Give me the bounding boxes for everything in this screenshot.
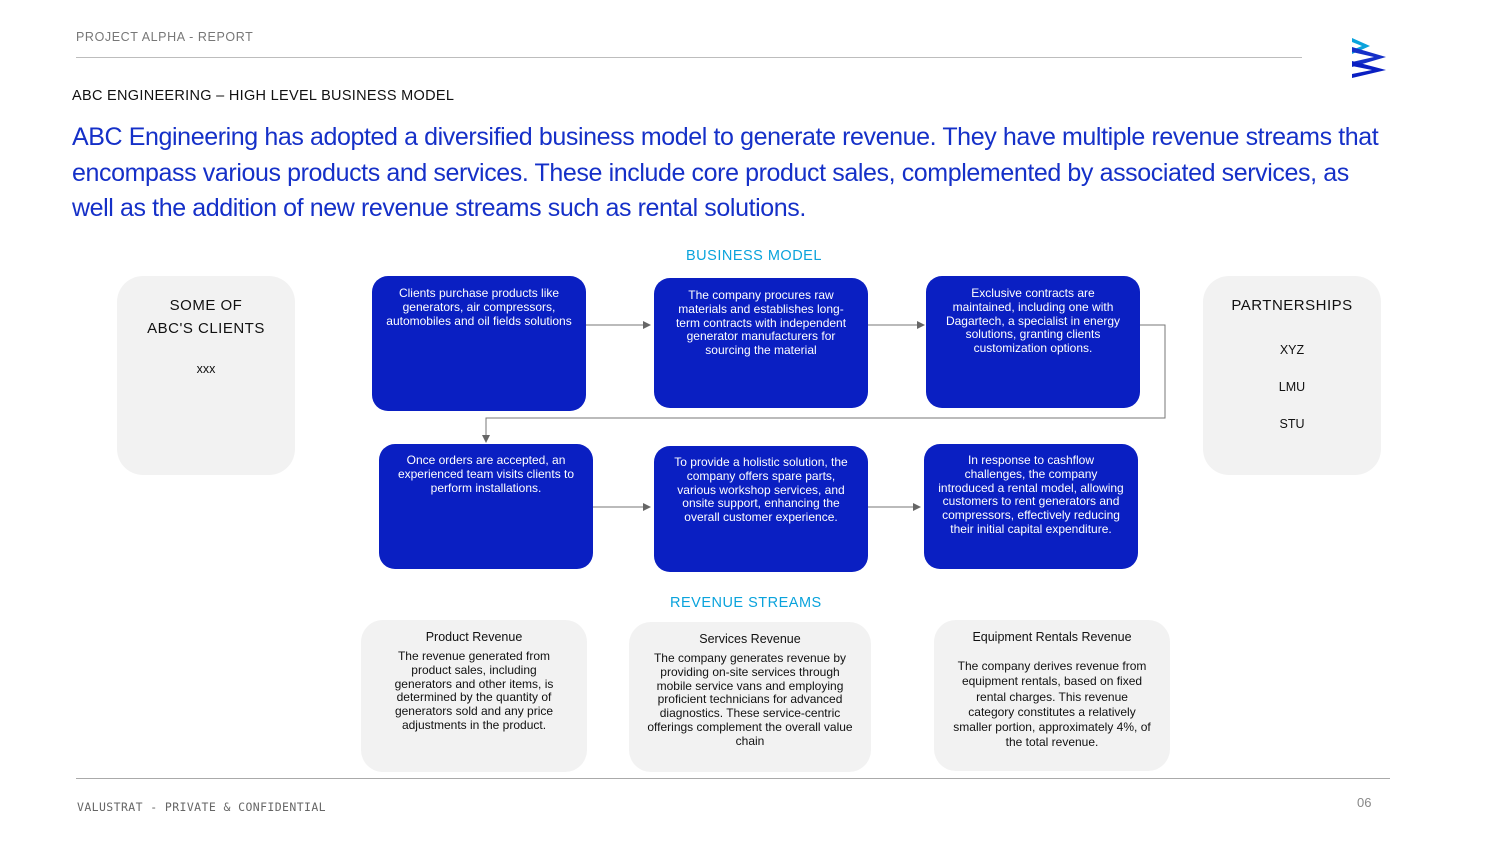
revenue-text-product: The revenue generated from product sales, including generators and other items, is determined by the quantity of generators sold and any price adjustments in the product.	[394, 649, 554, 732]
revenue-text-equipment-rentals: The company derives revenue from equipment rentals, based on fixed rental charges. This revenue category constitutes a relatively smaller portion, approximately 4%, of the total revenue.	[953, 659, 1151, 750]
confidentiality-label: VALUSTRAT - PRIVATE & CONFIDENTIAL	[77, 800, 327, 814]
headline: ABC Engineering has adopted a diversified business model to generate revenue. They have multiple revenue streams that encompass various products and services. These include core product sales, complemented by associated services, as well as the addition of new revenue streams such as rental solutions.	[72, 123, 1379, 222]
footer-divider	[76, 778, 1390, 779]
revenue-title-services: Services Revenue	[699, 632, 801, 646]
partner-item-stu: STU	[1279, 417, 1305, 431]
client-item: xxx	[196, 362, 216, 376]
revenue-box-services	[629, 622, 871, 772]
revenue-title-product: Product Revenue	[425, 630, 523, 644]
clients-title-line1: SOME OF	[169, 297, 243, 314]
partner-item-xyz: XYZ	[1279, 343, 1305, 357]
revenue-box-product	[361, 620, 587, 772]
page-number: 06	[1357, 795, 1372, 810]
revenue-streams-caption: REVENUE STREAMS	[670, 595, 822, 611]
report-label: PROJECT ALPHA - REPORT	[76, 30, 254, 44]
flow-box-services: To provide a holistic solution, the company offers spare parts, various workshop services, and onsite support, enhancing the overall customer experience.	[654, 446, 868, 572]
flow-box-exclusive-contracts: Exclusive contracts are maintained, including one with Dagartech, a specialist in energy solutions, granting clients customization options.	[926, 276, 1140, 408]
flow-box-rentals: In response to cashflow challenges, the company introduced a rental model, allowing customers to rent generators and compressors, effectively reducing their initial capital expenditure.	[924, 444, 1138, 569]
business-model-caption: BUSINESS MODEL	[686, 248, 822, 264]
flow-box-procurement: The company procures raw materials and establishes long-term contracts with independent generator manufacturers for sourcing the material	[654, 278, 868, 408]
revenue-text-services: The company generates revenue by providing on-site services through mobile service vans and employing proficient technicians for advanced diagnostics. These service-centric offerings complement the overall value chain	[647, 651, 853, 748]
section-title: ABC ENGINEERING – HIGH LEVEL BUSINESS MODEL	[72, 88, 455, 104]
revenue-box-equipment-rentals	[934, 620, 1170, 771]
revenue-title-equipment-rentals: Equipment Rentals Revenue	[972, 630, 1132, 644]
flow-box-installations: Once orders are accepted, an experienced team visits clients to perform installations.	[379, 444, 593, 569]
partner-item-lmu: LMU	[1278, 380, 1306, 394]
partnerships-title: PARTNERSHIPS	[1231, 297, 1353, 314]
clients-title-line2: ABC'S CLIENTS	[147, 320, 265, 337]
flow-box-product-sales: Clients purchase products like generators, air compressors, automobiles and oil fields solutions	[372, 276, 586, 411]
